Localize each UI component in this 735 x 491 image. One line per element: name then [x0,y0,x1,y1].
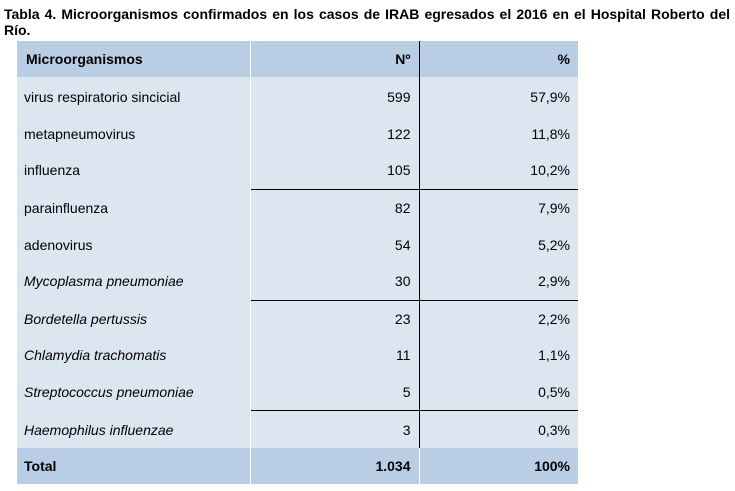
row-count: 11 [250,337,419,374]
row-name: parainfluenza [17,189,250,226]
table-header-row [17,41,578,77]
total-count: 1.034 [250,448,419,484]
row-count: 30 [250,263,419,300]
row-count: 5 [250,374,419,411]
row-name: adenovirus [17,226,250,263]
table-row [17,226,578,263]
row-percent: 10,2% [419,152,578,189]
table-row [17,152,578,189]
table-row [17,411,578,448]
table-row [17,337,578,374]
table-row [17,189,578,226]
row-count: 54 [250,226,419,263]
total-label: Total [17,448,250,484]
table-total-row [17,448,578,484]
row-percent: 2,9% [419,263,578,300]
table-row [17,77,578,116]
row-count: 599 [250,77,419,116]
table-caption: Tabla 4. Microorganismos confirmados en los casos de IRAB egresados el 2016 en el Hospital Roberto del Río. [4,6,730,38]
row-percent: 0,3% [419,411,578,448]
row-percent: 2,2% [419,300,578,337]
row-name: Mycoplasma pneumoniae [17,263,250,300]
row-percent: 11,8% [419,116,578,153]
header-microorganismos: Microorganismos [17,41,250,77]
row-count: 23 [250,300,419,337]
row-count: 3 [250,411,419,448]
row-percent: 0,5% [419,374,578,411]
microorganisms-table [17,41,578,484]
row-count: 122 [250,116,419,153]
row-name: Chlamydia trachomatis [17,337,250,374]
table-row [17,263,578,300]
row-name: virus respiratorio sincicial [17,77,250,116]
row-percent: 1,1% [419,337,578,374]
table-row [17,300,578,337]
table-row [17,374,578,411]
row-percent: 7,9% [419,189,578,226]
row-name: Haemophilus influenzae [17,411,250,448]
row-name: influenza [17,152,250,189]
row-count: 82 [250,189,419,226]
header-percent: % [419,41,578,77]
row-count: 105 [250,152,419,189]
row-name: Streptococcus pneumoniae [17,374,250,411]
header-count: Nº [250,41,419,77]
row-percent: 57,9% [419,77,578,116]
row-name: metapneumovirus [17,116,250,153]
row-name: Bordetella pertussis [17,300,250,337]
table-row [17,116,578,153]
row-percent: 5,2% [419,226,578,263]
total-percent: 100% [419,448,578,484]
